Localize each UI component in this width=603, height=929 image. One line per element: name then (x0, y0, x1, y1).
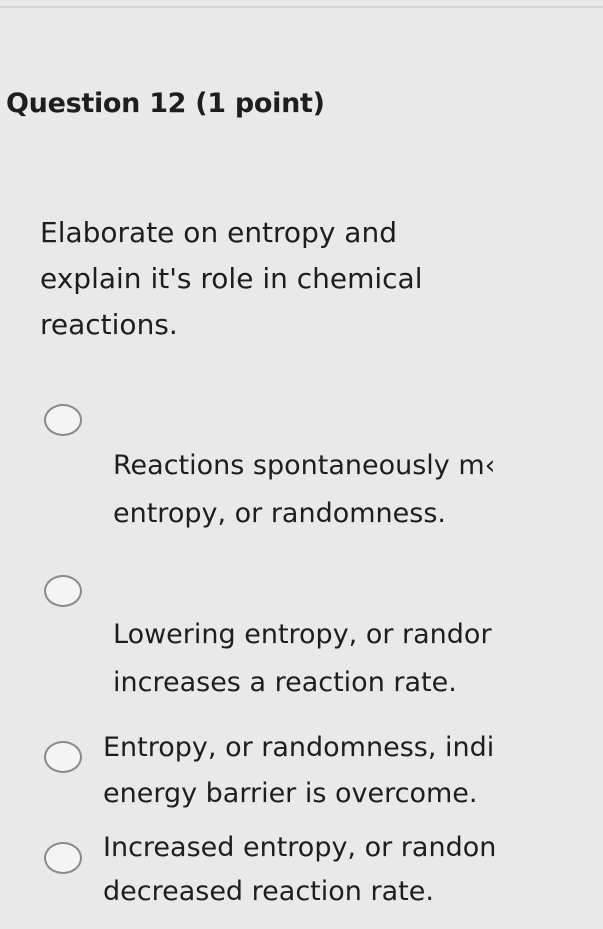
answer-option-4-line-1: Increased entropy, or randon (103, 832, 497, 863)
question-title: Question 12 (1 point) (6, 88, 325, 119)
answer-option-3-line-1: Entropy, or randomness, indi (103, 732, 495, 763)
radio-button-4[interactable] (44, 842, 82, 874)
radio-button-1[interactable] (44, 404, 82, 436)
answer-option-2-line-1: Lowering entropy, or randor (113, 619, 492, 650)
answer-option-3-line-2: energy barrier is overcome. (103, 778, 478, 809)
answer-option-1-line-1: Reactions spontaneously m‹ (113, 450, 496, 481)
question-prompt: Elaborate on entropy and explain it's role in chemical reactions. (40, 216, 423, 341)
top-divider (0, 6, 603, 8)
radio-button-2[interactable] (44, 575, 82, 607)
answer-option-4-line-2: decreased reaction rate. (103, 876, 434, 907)
answer-option-1-line-2: entropy, or randomness. (113, 498, 446, 529)
radio-button-3[interactable] (44, 741, 82, 773)
answer-option-2-line-2: increases a reaction rate. (113, 667, 457, 698)
